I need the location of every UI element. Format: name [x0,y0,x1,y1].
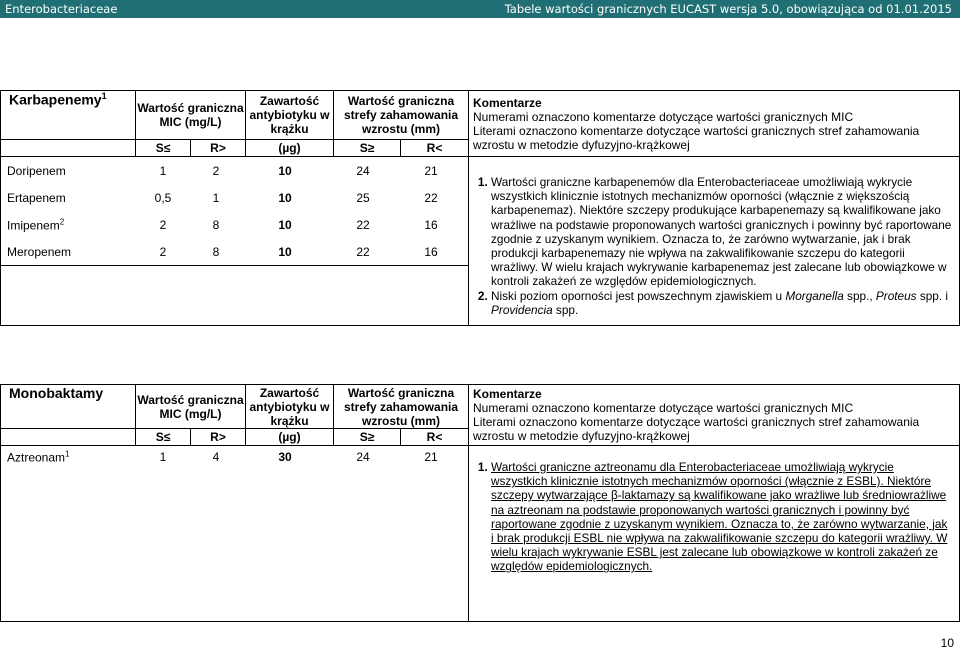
mic-r-label: R> [191,140,246,157]
value-zone-s: 24 [356,450,370,464]
value-mic-s: 2 [159,217,167,232]
zone-r-label: R< [401,140,469,157]
note-1: 1. Wartości graniczne aztreonamu dla Enterobacteriaceae umożliwiają wykrycie wszystkich klinicznie istotnych mechanizmów oporności (włącznie z ESBL). Niektóre szczepy wytwarzające β-laktamazy są kwalifikowane jako wrażliwe lub średniowrażliwe na aztreonam na podstawie proponowanych wartości granicznych i powinny być raportowane zgodnie z uzyskanym wynikiem. Oznacza to, że zarówno wytwarzanie, jak i brak produkcji ESBL nie wpływa na zakwalifikowanie szczepu do kategorii wrażliwy. W wielu krajach wykrywanie ESBL jest zalecane lub obowiązkowe w kontroli zakażeń ze względów epidemiologicznych. [491,460,953,574]
disk-unit-label: (µg) [246,429,334,446]
page-number: 10 [940,636,954,650]
value-mic-s: 2 [159,244,167,259]
drug-row [1,157,470,184]
comments-header [469,385,960,446]
drug-name: Aztreonam$^1$ [7,449,70,465]
comments-line-1: Numerami oznaczono komentarze dotyczące wartości granicznych MIC [473,109,854,124]
monobactam-rows [1,446,469,622]
value-disk: 10 [278,190,292,205]
value-disk: 30 [278,450,292,464]
zone-header: Wartość graniczna strefy zahamowania wzrostu (mm) [334,91,469,140]
drug-row [1,184,470,211]
note-1: 1. Wartości graniczne karbapenemów dla Enterobacteriaceae umożliwiają wykrycie wszystkich klinicznie istotnych mechanizmów oporności (włącznie z większością karbapenemaz). Niektóre szczepy produkujące karbapenemazy są kwalifikowane jako wrażliwe na podstawie proponowanych wartości granicznych i powinny być raportowane zgodnie z uzyskanym wynikiem. Oznacza to, że zarówno wytwarzanie, jak i brak produkcji karbapenemazy nie wpływa na zakwalifikowanie szczepu do kategorii wrażliwy. W wielu krajach wykrywanie karbapenemaz jest zalecane lub obowiązkowe w kontroli zakażeń ze względów epidemiologicznych. [491,175,953,289]
value-zone-s: 22 [356,244,370,259]
value-zone-r: 21 [424,450,438,464]
value-mic-r: 2 [212,163,220,178]
drug-row [1,211,470,238]
comments-title: Komentarze [473,387,542,401]
zone-r-label: R< [401,429,469,446]
note-2: 2. Niski poziom oporności jest powszechnym zjawiskiem u Morganella spp., Proteus spp. i Providencia spp. [491,289,953,317]
value-disk: 10 [278,163,292,178]
value-zone-r: 16 [424,244,438,259]
value-zone-s: 25 [356,190,370,205]
carbapenems-title: Karbapenemy$^1$ [1,91,136,140]
disk-content-header: Zawartość antybiotyku w krążku [246,91,334,140]
monobactams-title: Monobaktamy [1,385,136,429]
value-mic-r: 8 [212,217,220,232]
value-disk: 10 [278,217,292,232]
zone-s-label: S≥ [334,429,401,446]
document-header [0,0,960,18]
drug-name: Imipenem$^2$ [7,217,65,232]
drug-name: Ertapenem [7,190,66,205]
monobactam-notes [469,446,960,622]
comments-title: Komentarze [473,95,542,110]
carbapenem-rows [1,157,469,266]
drug-row [1,446,470,468]
zone-s-label: S≥ [334,140,401,157]
value-zone-r: 16 [424,217,438,232]
comments-line-1: Numerami oznaczono komentarze dotyczące wartości granicznych MIC [473,401,854,415]
value-mic-r: 4 [212,450,220,464]
drug-name: Doripenem [7,163,66,178]
value-zone-s: 24 [356,163,370,178]
drug-row [1,238,470,265]
drug-name: Meropenem [7,244,72,259]
comments-line-2: Literami oznaczono komentarze dotyczące wartości granicznych stref zahamowania wzrostu w metodzie dyfuzyjno-krążkowej [473,415,920,443]
mic-s-label: S≤ [136,429,191,446]
carbapenems-table [0,90,960,326]
mic-header: Wartość graniczna MIC (mg/L) [136,385,246,429]
header-left-title: Enterobacteriaceae [5,2,118,16]
disk-unit-label: (µg) [246,140,334,157]
comments-header [469,91,960,157]
value-mic-r: 1 [212,190,220,205]
mic-header: Wartość graniczna MIC (mg/L) [136,91,246,140]
monobactams-table [0,384,960,622]
value-zone-s: 22 [356,217,370,232]
header-right-title: Tabele wartości granicznych EUCAST wersja 5.0, obowiązująca od 01.01.2015 [504,2,952,16]
title-footnote: 1 [101,91,107,101]
value-mic-s: 0,5 [154,190,172,205]
carbapenem-notes [469,157,960,326]
zone-header: Wartość graniczna strefy zahamowania wzrostu (mm) [334,385,469,429]
value-zone-r: 22 [424,190,438,205]
comments-line-2: Literami oznaczono komentarze dotyczące wartości granicznych stref zahamowania wzrostu w metodzie dyfuzyjno-krążkowej [473,123,920,152]
disk-content-header: Zawartość antybiotyku w krążku [246,385,334,429]
value-disk: 10 [278,244,292,259]
mic-s-label: S≤ [136,140,191,157]
value-mic-s: 1 [159,450,167,464]
mic-r-label: R> [191,429,246,446]
value-mic-s: 1 [159,163,167,178]
value-zone-r: 21 [424,163,438,178]
value-mic-r: 8 [212,244,220,259]
